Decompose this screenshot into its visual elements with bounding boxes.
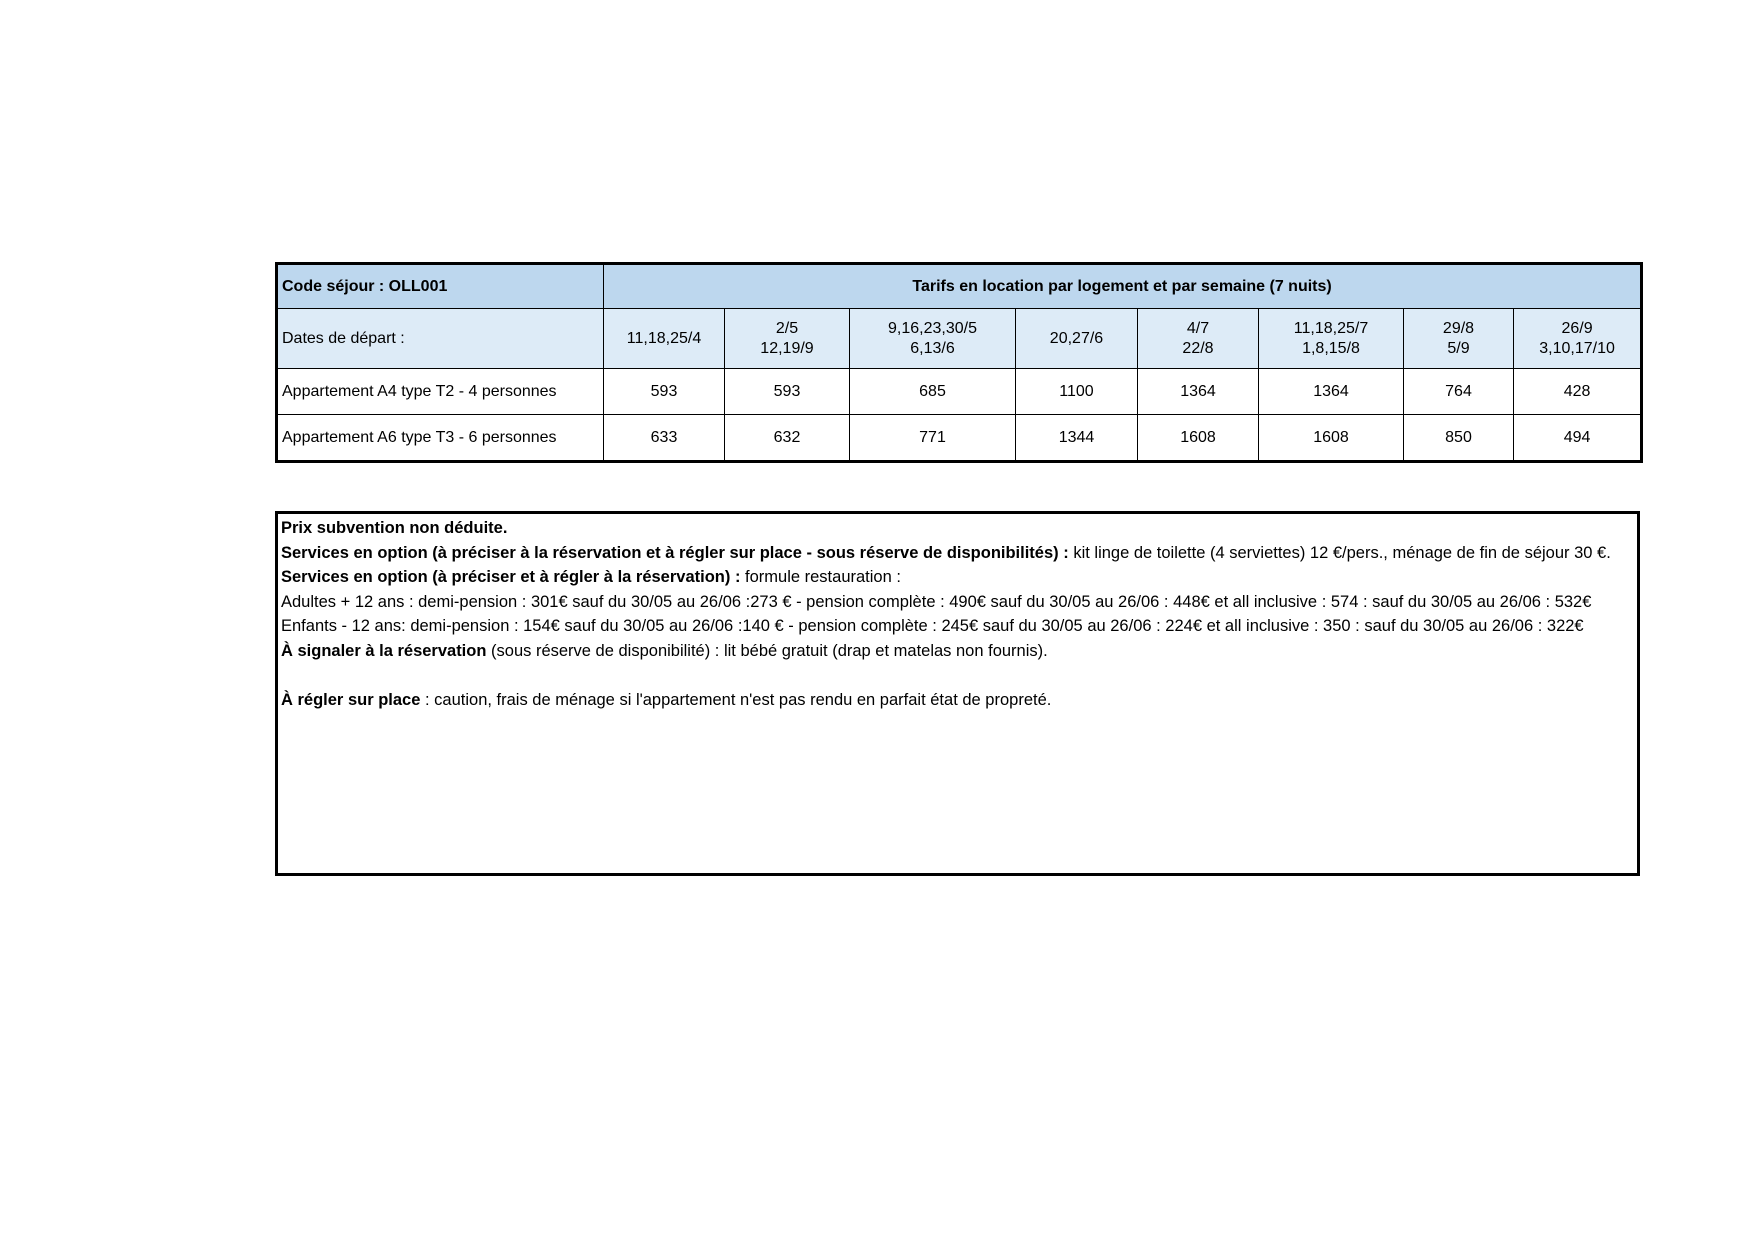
onsite-heading: À régler sur place — [281, 691, 421, 710]
price-cell: 428 — [1514, 369, 1642, 415]
price-cell: 1364 — [1138, 369, 1259, 415]
price-cell: 1364 — [1259, 369, 1404, 415]
notes-spacer — [281, 664, 1633, 689]
price-cell: 1608 — [1259, 415, 1404, 462]
notes-options-onsite-line — [281, 541, 1633, 566]
price-cell: 593 — [604, 369, 725, 415]
date-line-2: 1,8,15/8 — [1302, 339, 1360, 357]
options-onsite-heading: Services en option (à préciser à la réservation et à régler sur place - sous réserve de disponibilités) : — [281, 543, 1069, 562]
price-cell: 1344 — [1016, 415, 1138, 462]
notes-subsidy-line — [281, 516, 1633, 541]
date-column-header — [1016, 309, 1138, 369]
onsite-text: : caution, frais de ménage si l'appartement n'est pas rendu en parfait état de propreté. — [420, 691, 1052, 710]
date-line-1: 9,16,23,30/5 — [888, 319, 977, 337]
table-row — [277, 369, 1642, 415]
price-cell: 771 — [850, 415, 1016, 462]
options-onsite-text: kit linge de toilette (4 serviettes) 12 €/pers., ménage de fin de séjour 30 €. — [1068, 543, 1611, 562]
notes-report-line — [281, 639, 1633, 664]
price-cell: 1100 — [1016, 369, 1138, 415]
notes-options-booking-line — [281, 565, 1633, 590]
report-heading: À signaler à la réservation — [281, 641, 487, 660]
notes-children-line: Enfants - 12 ans: demi-pension : 154€ sauf du 30/05 au 26/06 :140 € - pension complète : 245€ sauf du 30/05 au 26/06 : 224€ et all inclusive : 350 : sauf du 30/05 au 26/06 : 322€ — [281, 617, 1584, 636]
date-line-2: 22/8 — [1182, 339, 1214, 357]
table-row — [277, 415, 1642, 462]
date-column-header — [1138, 309, 1259, 369]
price-cell: 632 — [725, 415, 850, 462]
date-line-1: 11,18,25/7 — [1293, 319, 1369, 337]
date-column-header — [1259, 309, 1404, 369]
price-cell: 494 — [1514, 415, 1642, 462]
date-line-2: 12,19/9 — [760, 339, 814, 357]
departure-dates-row — [277, 309, 1642, 369]
price-cell: 593 — [725, 369, 850, 415]
date-line-2: 5/9 — [1447, 339, 1470, 357]
date-column-header — [1404, 309, 1514, 369]
price-cell: 1608 — [1138, 415, 1259, 462]
apartment-label: Appartement A4 type T2 - 4 personnes — [277, 369, 604, 415]
table-title-row — [277, 264, 1642, 309]
date-line-1: 4/7 — [1186, 319, 1210, 337]
price-cell: 764 — [1404, 369, 1514, 415]
price-cell: 633 — [604, 415, 725, 462]
price-cell: 850 — [1404, 415, 1514, 462]
departure-dates-label: Dates de départ : — [277, 309, 604, 369]
notes-box — [275, 511, 1640, 876]
options-booking-text: formule restauration : — [740, 568, 901, 587]
date-column-header — [604, 309, 725, 369]
table-title-cell: Tarifs en location par logement et par semaine (7 nuits) — [604, 264, 1642, 309]
date-line-1: 11,18,25/4 — [626, 329, 702, 347]
rates-table — [275, 262, 1643, 463]
subsidy-note: Prix subvention non déduite. — [281, 519, 508, 537]
date-line-2: 6,13/6 — [910, 339, 955, 357]
date-line-1: 20,27/6 — [1049, 329, 1104, 347]
date-line-1: 2/5 — [775, 319, 799, 337]
price-cell: 685 — [850, 369, 1016, 415]
date-line-1: 26/9 — [1561, 319, 1593, 337]
date-line-2: 3,10,17/10 — [1539, 339, 1615, 357]
report-text: (sous réserve de disponibilité) : lit bébé gratuit (drap et matelas non fournis). — [486, 641, 1048, 660]
notes-onsite-line — [281, 688, 1633, 713]
options-booking-heading: Services en option (à préciser et à régler à la réservation) : — [281, 568, 741, 587]
date-column-header — [1514, 309, 1642, 369]
apartment-label: Appartement A6 type T3 - 6 personnes — [277, 415, 604, 462]
date-column-header — [725, 309, 850, 369]
notes-adults-line: Adultes + 12 ans : demi-pension : 301€ sauf du 30/05 au 26/06 :273 € - pension complète : 490€ sauf du 30/05 au 26/06 : 448€ et all inclusive : 574 : sauf du 30/05 au 26/06 : 532€ — [281, 592, 1592, 611]
stay-code-cell: Code séjour : OLL001 — [277, 264, 604, 309]
date-column-header — [850, 309, 1016, 369]
date-line-1: 29/8 — [1442, 319, 1475, 337]
